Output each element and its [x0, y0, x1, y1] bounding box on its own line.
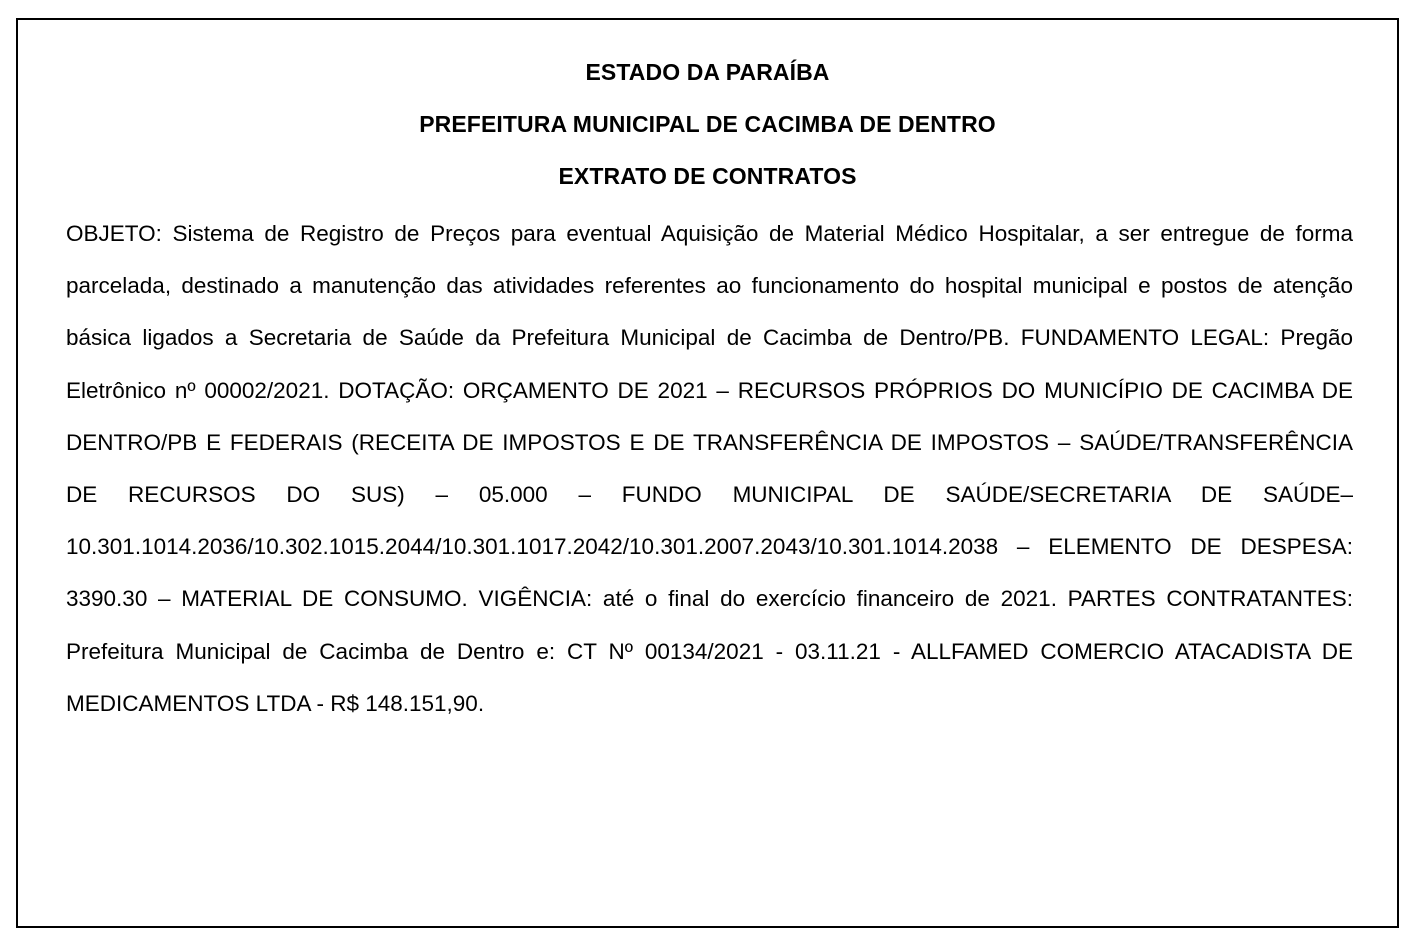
municipality-title: PREFEITURA MUNICIPAL DE CACIMBA DE DENTRO — [419, 111, 996, 137]
document-title: EXTRATO DE CONTRATOS — [558, 163, 857, 189]
state-title: ESTADO DA PARAÍBA — [585, 59, 830, 85]
contract-extract-body: OBJETO: Sistema de Registro de Preços para eventual Aquisição de Material Médico Hospitalar, a ser entregue de forma parcelada, destinado a manutenção das atividades referentes ao funcionamento do hospital municipal e postos de atenção básica ligados a Secretaria de Saúde da Prefeitura Municipal de Cacimba de Dentro/PB. FUNDAMENTO LEGAL: Pregão Eletrônico nº 00002/2021. DOTAÇÃO: ORÇAMENTO DE 2021 – RECURSOS PRÓPRIOS DO MUNICÍPIO DE CACIMBA DE DENTRO/PB E FEDERAIS (RECEITA DE IMPOSTOS E DE TRANSFERÊNCIA DE IMPOSTOS – SAÚDE/TRANSFERÊNCIA DE RECURSOS DO SUS) – 05.000 – FUNDO MUNICIPAL DE SAÚDE/SECRETARIA DE SAÚDE– 10.301.1014.2036/10.302.1015.2044/10.301.1017.2042/10.301.2007.2043/10.301.1014.2038 – ELEMENTO DE DESPESA: 3390.30 – MATERIAL DE CONSUMO. VIGÊNCIA: até o final do exercício financeiro de 2021. PARTES CONTRATANTES: Prefeitura Municipal de Cacimba de Dentro e: CT Nº 00134/2021 - 03.11.21 - ALLFAMED COMERCIO ATACADISTA DE MEDICAMENTOS LTDA - R$ 148.151,90. — [66, 221, 1353, 716]
document-frame — [16, 18, 1399, 928]
